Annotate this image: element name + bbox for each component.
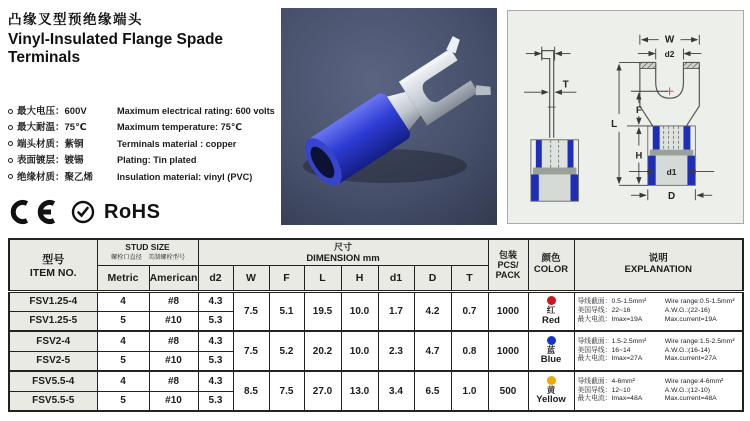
- item-no-cell: FSV5.5-4: [9, 371, 97, 391]
- spec-row-voltage: [8, 103, 284, 119]
- dimension-header-cn: 尺寸: [333, 242, 352, 253]
- color-name-en: Blue: [540, 354, 562, 366]
- item-no-cell: FSV1.25-5: [9, 311, 97, 331]
- H-cell: 10.0: [341, 291, 378, 331]
- metric-cell: 4: [97, 371, 149, 391]
- american-cell: #8: [149, 291, 198, 311]
- col-header-explanation: [574, 239, 743, 291]
- d2-cell: 5.3: [198, 311, 233, 331]
- col-header-H: H: [341, 265, 378, 291]
- product-title-cn: 凸缘叉型预绝缘端头: [8, 12, 143, 27]
- bullet-icon: [8, 174, 13, 179]
- col-header-dimension: [198, 239, 488, 265]
- col-header-W: W: [233, 265, 269, 291]
- table-row: [9, 291, 743, 311]
- T-cell: 1.0: [451, 371, 488, 411]
- H-cell: 13.0: [341, 371, 378, 411]
- explanation-header-cn: 说明: [648, 252, 668, 264]
- explanation-en: A.W.G.:(22-16): [664, 306, 711, 314]
- dim-label-H: H: [635, 149, 643, 161]
- metric-cell: 5: [97, 311, 149, 331]
- d2-cell: 4.3: [198, 371, 233, 391]
- color-cell: [528, 371, 574, 411]
- american-cell: #10: [149, 391, 198, 411]
- stud-size-subtitle-cn: 螺栓口直径 美制螺栓型号: [110, 254, 185, 262]
- explanation-cn: 美国导线：12~10: [577, 386, 631, 394]
- explanation-en: Wire range:4-6mm²: [664, 377, 724, 385]
- col-header-metric: Metric: [97, 265, 149, 291]
- dim-label-L: L: [611, 118, 618, 130]
- certification-row: [8, 198, 160, 226]
- spec-en: Plating: Tin plated: [117, 155, 197, 166]
- d1-cell: 1.7: [378, 291, 414, 331]
- L-cell: 20.2: [304, 331, 341, 371]
- explanation-en: A.W.G.:(12-10): [664, 386, 711, 394]
- spec-row-material: [8, 136, 284, 152]
- color-dot-red: [547, 296, 556, 305]
- bullet-icon: [8, 158, 13, 163]
- dim-label-D: D: [667, 191, 676, 203]
- color-name-cn: 蓝: [546, 345, 556, 356]
- explanation-cn: 美国导线：22~16: [577, 306, 631, 314]
- spec-cn: 最大电压：600V: [17, 106, 87, 117]
- explanation-en: A.W.G.:(16-14): [664, 346, 711, 354]
- col-header-american: American: [149, 265, 198, 291]
- explanation-header-en: EXPLANATION: [624, 263, 692, 275]
- F-cell: 5.1: [269, 291, 304, 331]
- explanation-cn: 最大电流：Imax=48A: [577, 395, 643, 403]
- col-header-L: L: [304, 265, 341, 291]
- product-title-en-line1: Vinyl-Insulated Flange Spade: [8, 31, 224, 48]
- T-cell: 0.8: [451, 331, 488, 371]
- col-header-d1: d1: [378, 265, 414, 291]
- spec-en: Maximum electrical rating: 600 volts: [117, 106, 275, 116]
- dimension-header-en: DIMENSION mm: [306, 253, 380, 265]
- color-cell: [528, 291, 574, 331]
- stud-size-title: STUD SIZE: [125, 242, 170, 253]
- explanation-en: Max.current=27A: [664, 355, 717, 363]
- explanation-cell: [574, 291, 743, 331]
- spec-cn: 绝缘材质：聚乙烯: [17, 171, 94, 183]
- certification-circle-icon: [71, 200, 95, 224]
- item-header-en: ITEM NO.: [29, 266, 77, 279]
- F-cell: 5.2: [269, 331, 304, 371]
- col-header-stud-size: [97, 239, 198, 265]
- W-cell: 8.5: [233, 371, 269, 411]
- L-cell: 19.5: [304, 291, 341, 331]
- pack-cell: 500: [488, 371, 528, 411]
- dim-label-W: W: [664, 34, 675, 46]
- explanation-cell: [574, 371, 743, 411]
- T-cell: 0.7: [451, 291, 488, 331]
- D-cell: 6.5: [414, 371, 451, 411]
- color-header-en: COLOR: [533, 263, 569, 275]
- F-cell: 7.5: [269, 371, 304, 411]
- col-header-T: T: [451, 265, 488, 291]
- item-no-cell: FSV2-4: [9, 331, 97, 351]
- spec-cn: 表面镀层：镀锡: [17, 155, 84, 167]
- bullet-icon: [8, 141, 13, 146]
- explanation-en: Wire range:0.5-1.5mm²: [664, 298, 735, 305]
- metric-cell: 5: [97, 391, 149, 411]
- bullet-icon: [8, 125, 13, 130]
- spec-row-plating: [8, 152, 284, 168]
- product-title-en-line2: Terminals: [8, 49, 81, 67]
- col-header-pack: [488, 239, 528, 291]
- explanation-en: Max.current=19A: [664, 315, 717, 323]
- col-header-item: [9, 239, 97, 291]
- side-view: [524, 47, 578, 202]
- D-cell: 4.7: [414, 331, 451, 371]
- item-no-cell: FSV2-5: [9, 351, 97, 371]
- d2-cell: 5.3: [198, 351, 233, 371]
- pack-header-en1: PCS/: [497, 259, 519, 270]
- pack-header-cn: 包装: [498, 249, 517, 260]
- explanation-en: Wire range:1.5-2.5mm²: [664, 337, 735, 345]
- spec-list: [8, 103, 284, 185]
- item-header-cn: 型号: [42, 253, 65, 266]
- d2-cell: 4.3: [198, 291, 233, 311]
- H-cell: 10.0: [341, 331, 378, 371]
- color-dot-yellow: [547, 376, 556, 385]
- color-name-en: Red: [542, 314, 560, 326]
- spec-en: Terminals material : copper: [117, 138, 237, 149]
- metric-cell: 5: [97, 351, 149, 371]
- pack-cell: 1000: [488, 331, 528, 371]
- spec-en: Maximum temperature: 75℃: [117, 122, 242, 133]
- col-header-color: [528, 239, 574, 291]
- explanation-cn: 美国导线：16~14: [577, 346, 631, 354]
- explanation-cn: 导线截面：0.5-1.5mm²: [577, 298, 647, 305]
- color-name-cn: 红: [546, 305, 556, 316]
- dimension-diagram: [507, 10, 744, 224]
- col-header-d2: d2: [198, 265, 233, 291]
- metric-cell: 4: [97, 291, 149, 311]
- color-cell: [528, 331, 574, 371]
- spec-cn: 端头材质：紫铜: [17, 138, 84, 150]
- dim-label-T: T: [562, 79, 569, 91]
- american-cell: #8: [149, 371, 198, 391]
- explanation-cn: 最大电流：Imax=19A: [577, 315, 643, 323]
- table-row: [9, 371, 743, 391]
- spec-en: Insulation material: vinyl (PVC): [117, 171, 253, 182]
- D-cell: 4.2: [414, 291, 451, 331]
- product-title-en: [8, 31, 280, 68]
- explanation-cn: 导线截面：4-6mm²: [577, 377, 635, 385]
- col-header-F: F: [269, 265, 304, 291]
- W-cell: 7.5: [233, 291, 269, 331]
- table-row: [9, 331, 743, 351]
- pack-header-en2: PACK: [495, 269, 521, 280]
- item-no-cell: FSV1.25-4: [9, 291, 97, 311]
- color-dot-blue: [547, 336, 556, 345]
- ce-mark-icon: [8, 199, 62, 225]
- dim-label-d1: d1: [666, 166, 677, 177]
- rohs-label: RoHS: [104, 200, 161, 223]
- american-cell: #8: [149, 331, 198, 351]
- spec-row-insulation: [8, 169, 284, 185]
- bullet-icon: [8, 109, 13, 114]
- explanation-cell: [574, 331, 743, 371]
- dim-label-d2: d2: [664, 49, 675, 60]
- color-name-cn: 黄: [546, 385, 556, 396]
- dim-label-F: F: [635, 104, 642, 116]
- american-cell: #10: [149, 351, 198, 371]
- W-cell: 7.5: [233, 331, 269, 371]
- d2-cell: 5.3: [198, 391, 233, 411]
- product-title-block: [8, 8, 280, 68]
- metric-cell: 4: [97, 331, 149, 351]
- explanation-cn: 最大电流：Imax=27A: [577, 355, 643, 363]
- d2-cell: 4.3: [198, 331, 233, 351]
- color-name-en: Yellow: [536, 394, 566, 406]
- pack-cell: 1000: [488, 291, 528, 331]
- american-cell: #10: [149, 311, 198, 331]
- explanation-en: Max.current=48A: [664, 395, 717, 403]
- L-cell: 27.0: [304, 371, 341, 411]
- item-no-cell: FSV5.5-5: [9, 391, 97, 411]
- spec-cn: 最大耐温：75℃: [17, 122, 87, 134]
- spec-table: [8, 238, 744, 412]
- spec-row-temperature: [8, 119, 284, 135]
- col-header-D: D: [414, 265, 451, 291]
- explanation-cn: 导线截面：1.5-2.5mm²: [577, 337, 647, 345]
- d1-cell: 3.4: [378, 371, 414, 411]
- color-header-cn: 颜色: [541, 252, 561, 264]
- product-photo: [281, 8, 497, 225]
- d1-cell: 2.3: [378, 331, 414, 371]
